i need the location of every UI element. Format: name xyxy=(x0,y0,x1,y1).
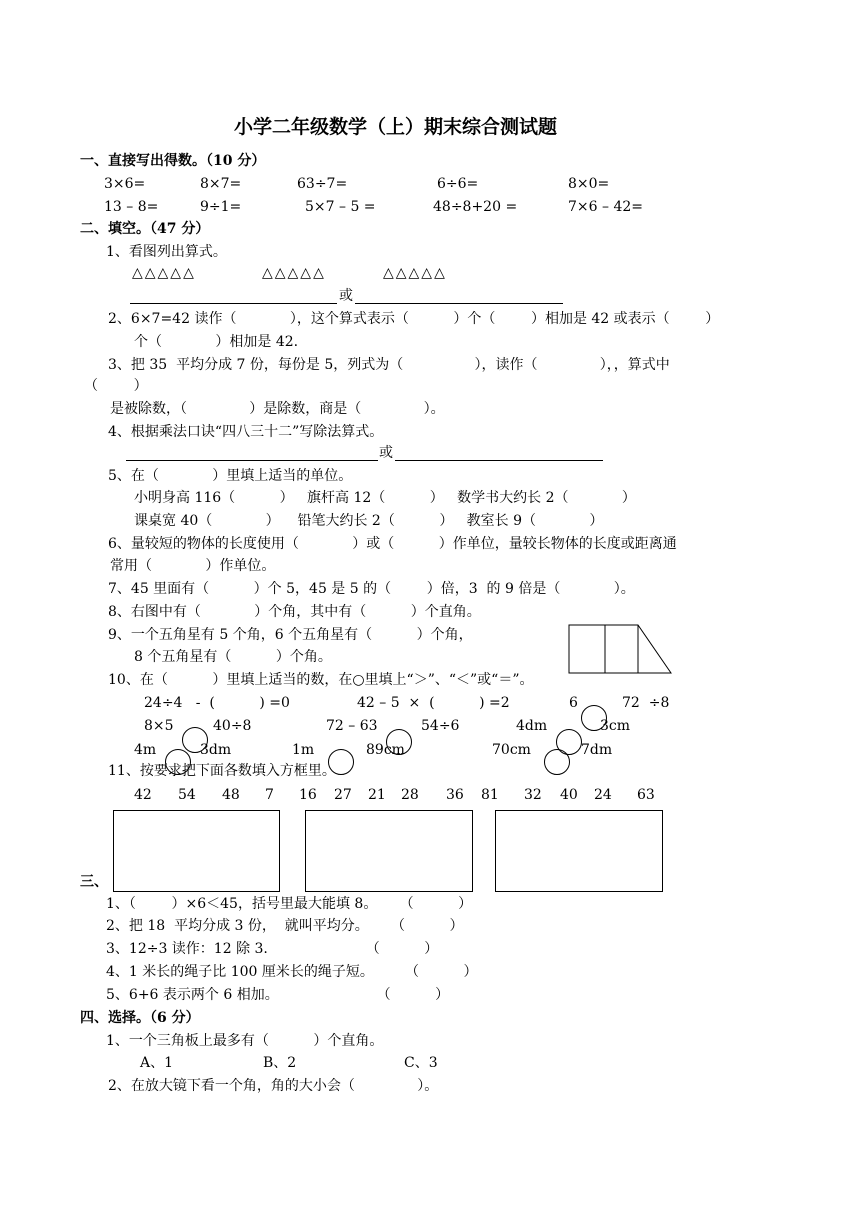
compare-circle[interactable] xyxy=(544,749,570,775)
number-item: 32 xyxy=(524,787,542,803)
q9-text-cont: 8 个五角星有（ ）个角。 xyxy=(134,649,332,665)
number-item: 63 xyxy=(637,787,655,803)
number-item: 81 xyxy=(481,787,499,803)
s1-row1-item: 63÷7= xyxy=(297,176,348,192)
number-item: 27 xyxy=(334,787,352,803)
section-2-heading: 二、填空。（47 分） xyxy=(80,221,210,237)
judge-item: 3、12÷3 读作：12 除 3. （ ） xyxy=(106,941,439,957)
q10-item: 24÷4 - ( ) =0 xyxy=(144,695,290,711)
section-4-heading: 四、选择。（6 分） xyxy=(80,1010,200,1026)
number-item: 21 xyxy=(368,787,386,803)
triangle-group: △△△△△ xyxy=(262,265,326,281)
q3-text-cont: 是被除数，（ ）是除数，商是（ ）。 xyxy=(110,401,445,417)
q4-text: 4、根据乘法口诀“四八三十二”写除法算式。 xyxy=(108,424,384,440)
q10-item: 70cm xyxy=(492,742,531,758)
q10-item: 7dm xyxy=(581,742,613,758)
q10-item: 89cm xyxy=(366,742,405,758)
s1-row2-item: 48÷8+20 = xyxy=(433,199,518,215)
q2-text-cont: 个（ ）相加是 42. xyxy=(134,334,299,350)
answer-line[interactable] xyxy=(355,303,563,304)
s1-row2-item: 9÷1= xyxy=(200,199,242,215)
q10-item: 4dm xyxy=(516,718,548,734)
q10-item: 3dm xyxy=(200,742,232,758)
q5-line-a: 小明身高 116（ ） 旗杆高 12（ ） 数学书大约长 2（ ） xyxy=(134,490,636,506)
judge-item: 1、（ ）×6＜45，括号里最大能填 8。 （ ） xyxy=(106,896,473,912)
compare-circle[interactable] xyxy=(182,727,208,753)
s1-row1-item: 6÷6= xyxy=(437,176,479,192)
q10-text: 10、在（ ）里填上适当的数，在○里填上“＞”、“＜”或“＝”。 xyxy=(108,672,534,688)
number-item: 7 xyxy=(265,787,274,803)
section-3-heading: 三、 xyxy=(80,874,108,890)
compare-circle[interactable] xyxy=(386,729,412,755)
number-item: 36 xyxy=(446,787,464,803)
q10-item: 3cm xyxy=(600,718,631,734)
answer-line[interactable] xyxy=(395,460,603,461)
answer-box[interactable] xyxy=(305,810,473,892)
q5-text: 5、在（ ）里填上适当的单位。 xyxy=(108,468,353,484)
s1-row1-item: 8×7= xyxy=(200,176,242,192)
number-item: 28 xyxy=(401,787,419,803)
judge-item: 5、6+6 表示两个 6 相加。 （ ） xyxy=(106,987,450,1003)
page-title: 小学二年级数学（上）期末综合测试题 xyxy=(234,116,558,138)
q2-text: 2、6×7=42 读作（ ），这个算式表示（ ）个（ ）相加是 42 或表示（ ） xyxy=(108,311,720,327)
s1-row2-item: 7×6 – 42= xyxy=(568,199,643,215)
choice-option-c[interactable]: C、3 xyxy=(404,1055,438,1071)
number-item: 42 xyxy=(134,787,152,803)
number-item: 54 xyxy=(178,787,196,803)
section-1-heading: 一、直接写出得数。（10 分） xyxy=(80,153,266,169)
or-label: 或 xyxy=(379,445,393,461)
triangle-group: △△△△△ xyxy=(132,265,196,281)
q6-text-cont: 常用（ ）作单位。 xyxy=(110,558,276,574)
number-item: 24 xyxy=(594,787,612,803)
compare-circle[interactable] xyxy=(165,749,191,775)
q9-text: 9、一个五角星有 5 个角，6 个五角星有（ ）个角， xyxy=(108,627,473,643)
q8-text: 8、右图中有（ ）个角，其中有（ ）个直角。 xyxy=(108,604,481,620)
q10-item: 6 xyxy=(569,695,578,711)
q5-line-b: 课桌宽 40（ ） 铅笔大约长 2（ ） 教室长 9（ ） xyxy=(134,513,604,529)
q10-item: 72 – 63 xyxy=(326,718,378,734)
compare-circle[interactable] xyxy=(328,749,354,775)
number-item: 48 xyxy=(222,787,240,803)
number-item: 16 xyxy=(299,787,317,803)
q10-item: 4m xyxy=(134,742,157,758)
judge-item: 4、1 米长的绳子比 100 厘米长的绳子短。 （ ） xyxy=(106,964,478,980)
q6-text: 6、量较短的物体的长度使用（ ）或（ ）作单位，量较长物体的长度或距离通 xyxy=(108,536,677,552)
q1-text: 1、看图列出算式。 xyxy=(106,244,227,260)
or-label: 或 xyxy=(339,288,353,304)
trapezoid-figure xyxy=(565,622,675,676)
answer-line[interactable] xyxy=(126,460,378,461)
answer-box[interactable] xyxy=(113,810,280,892)
q10-item: 54÷6 xyxy=(421,718,460,734)
q10-item: 8×5 xyxy=(144,718,174,734)
q10-item: 1m xyxy=(292,742,315,758)
triangle-group: △△△△△ xyxy=(383,265,447,281)
q10-item: 72 ÷8 xyxy=(622,695,670,711)
s1-row1-item: 3×6= xyxy=(104,176,146,192)
compare-circle[interactable] xyxy=(581,705,607,731)
s1-row2-item: 13 – 8= xyxy=(104,199,159,215)
q7-text: 7、45 里面有（ ）个 5，45 是 5 的（ ）倍，3 的 9 倍是（ ）。 xyxy=(108,581,635,597)
q3-text: 3、把 35 平均分成 7 份，每份是 5，列式为（ ），读作（ ），，算式中 xyxy=(108,357,670,373)
answer-line[interactable] xyxy=(130,303,337,304)
choice-option-a[interactable]: A、1 xyxy=(140,1055,174,1071)
answer-box[interactable] xyxy=(495,810,663,892)
judge-item: 2、把 18 平均分成 3 份， 就叫平均分。 （ ） xyxy=(106,918,464,934)
q3-text-cont: （ ） xyxy=(84,378,148,394)
choice-q2-text: 2、在放大镜下看一个角，角的大小会（ ）。 xyxy=(108,1078,439,1094)
choice-q1-text: 1、一个三角板上最多有（ ）个直角。 xyxy=(106,1033,384,1049)
q10-item: 40÷8 xyxy=(213,718,252,734)
q10-item: 42 – 5 × ( ) =2 xyxy=(357,695,510,711)
q11-text: 11、按要求把下面各数填入方框里。 xyxy=(108,763,336,779)
number-item: 40 xyxy=(560,787,578,803)
s1-row1-item: 8×0= xyxy=(568,176,610,192)
choice-option-b[interactable]: B、2 xyxy=(263,1055,297,1071)
s1-row2-item: 5×7 – 5 = xyxy=(305,199,376,215)
